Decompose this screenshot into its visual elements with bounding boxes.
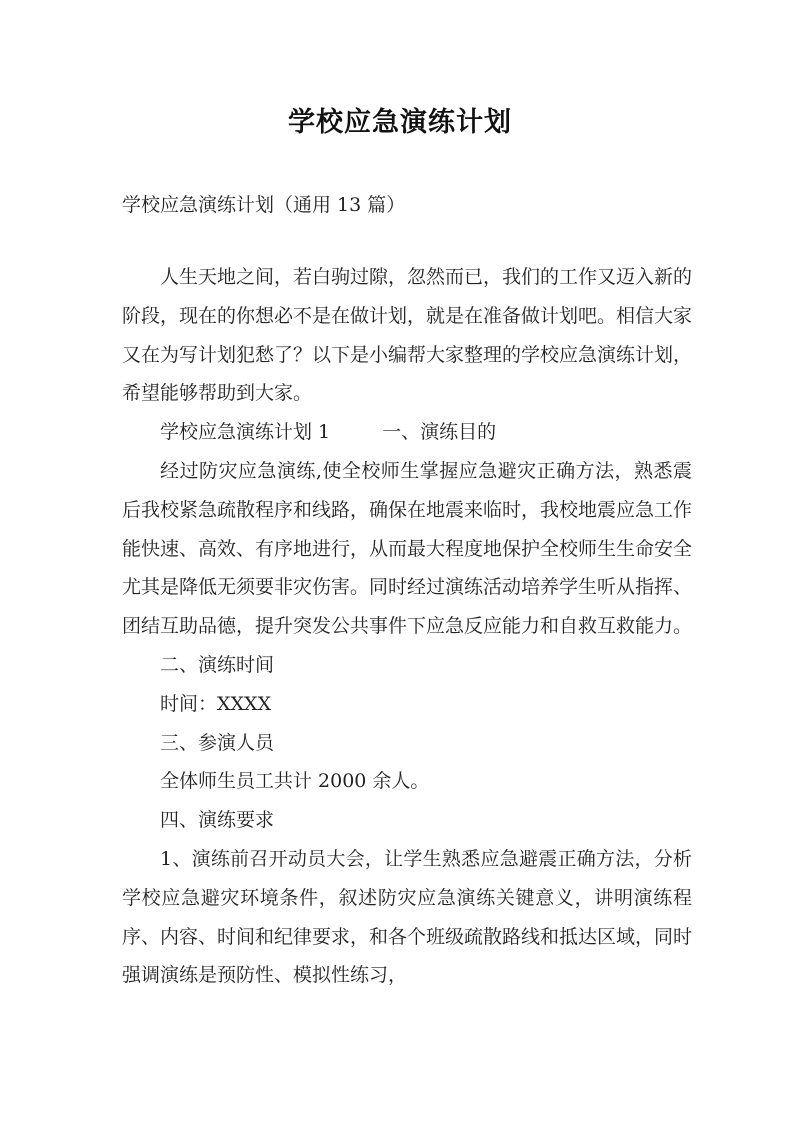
- plan-heading-line: [122, 413, 692, 452]
- section1-paragraph: 经过防灾应急演练,使全校师生掌握应急避灾正确方法，熟悉震后我校紧急疏散程序和线路，确保在地震来临时，我校地震应急工作能快速、高效、有序地进行，从而最大程度地保护全校师生生命安全尤其是降低无须要非灾伤害。同时经过演练活动培养学生听从指挥、团结互助品德，提升突发公共事件下应急反应能力和自救互救能力。: [122, 459, 693, 638]
- document-body: [122, 258, 692, 995]
- document-title: 学校应急演练计划: [288, 107, 512, 138]
- plan-heading: 学校应急演练计划 1: [160, 421, 331, 444]
- intro-paragraph: 人生天地之间，若白驹过隙，忽然而已，我们的工作又迈入新的阶段，现在的你想必不是在做计划，就是在准备做计划吧。相信大家又在为写计划犯愁了？以下是小编帮大家整理的学校应急演练计划，希望能够帮助到大家。: [122, 266, 693, 405]
- section3-heading: 三、参演人员: [160, 731, 275, 754]
- section1-heading: 一、演练目的: [382, 421, 497, 444]
- document-subtitle: 学校应急演练计划（通用 13 篇）: [122, 194, 406, 216]
- section3-text: 全体师生员工共计 2000 余人。: [160, 770, 430, 793]
- section2-text: 时间：XXXX: [160, 692, 272, 715]
- section4-heading: 四、演练要求: [160, 809, 275, 832]
- section4-paragraph: 1、演练前召开动员大会，让学生熟悉应急避震正确方法，分析学校应急避灾环境条件，叙述防灾应急演练关键意义，讲明演练程序、内容、时间和纪律要求，和各个班级疏散路线和抵达区域，同时强调演练是预防性、模拟性练习，: [122, 847, 693, 987]
- section2-heading: 二、演练时间: [160, 653, 275, 676]
